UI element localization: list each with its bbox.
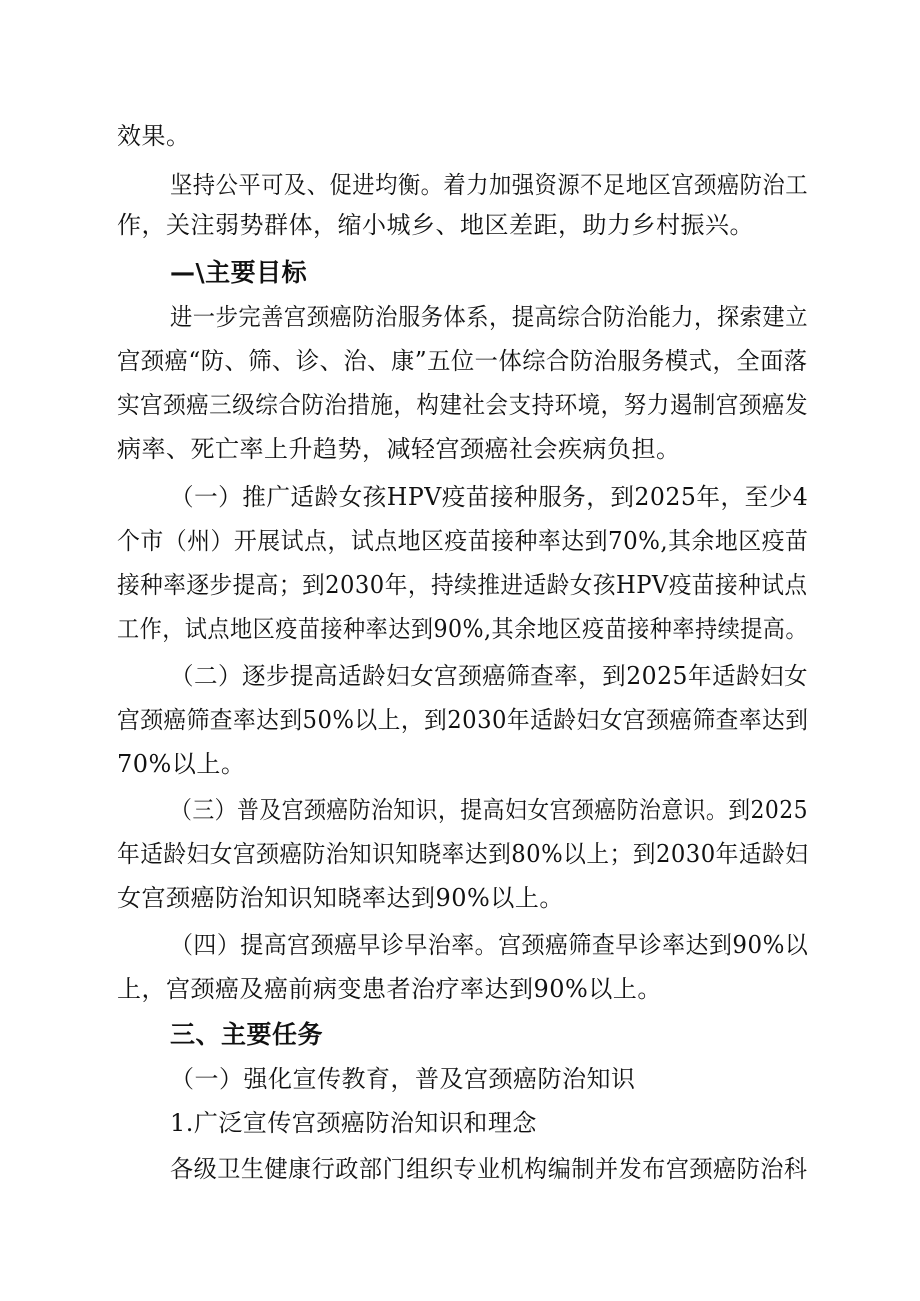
goal-3-line-2: 年适龄妇女宫颈癌防治知识知晓率达到80%以上；到2030年适龄妇 <box>117 840 809 868</box>
fairness-line-1: 坚持公平可及、促进均衡。着力加强资源不足地区宫颈癌防治工 <box>170 171 808 199</box>
goal-4-line-1: （四）提高宫颈癌早诊早治率。宫颈癌筛查早诊率达到90%以 <box>170 931 809 959</box>
goal-2-line-1: （二）逐步提高适龄妇女宫颈癌筛查率，到2025年适龄妇女 <box>170 662 809 690</box>
goal-1-line-3: 接种率逐步提高；到2030年，持续推进适龄女孩HPV疫苗接种试点 <box>117 571 808 599</box>
goal-1-line-1: （一）推广适龄女孩HPV疫苗接种服务，到2025年，至少4 <box>170 483 809 511</box>
section-heading-main-tasks: 三、主要任务 <box>170 1020 324 1049</box>
goal-2-line-2: 宫颈癌筛查率达到50%以上，到2030年适龄妇女宫颈癌筛查率达到 <box>117 706 809 734</box>
goal-3-line-1: （三）普及宫颈癌防治知识，提高妇女宫颈癌防治意识。到2025 <box>170 796 809 824</box>
item-1-heading: 1.广泛宣传宫颈癌防治知识和理念 <box>170 1109 537 1137</box>
intro-line-3: 实宫颈癌三级综合防治措施，构建社会支持环境，努力遏制宫颈癌发 <box>117 391 808 419</box>
goal-1-line-2: 个市（州）开展试点，试点地区疫苗接种率达到70%,其余地区疫苗 <box>117 527 809 555</box>
fairness-line-2: 作，关注弱势群体，缩小城乡、地区差距，助力乡村振兴。 <box>117 211 754 239</box>
item-1-text-line-1: 各级卫生健康行政部门组织专业机构编制并发布宫颈癌防治科 <box>170 1155 808 1183</box>
goal-4-line-2: 上，宫颈癌及癌前病变患者治疗率达到90%以上。 <box>117 975 662 1003</box>
intro-line-2: 宫颈癌“防、筛、诊、治、康”五位一体综合防治服务模式，全面落 <box>117 347 808 375</box>
section-heading-main-goals: —\主要目标 <box>170 258 308 287</box>
paragraph-continuation: 效果。 <box>117 122 191 150</box>
intro-line-1: 进一步完善宫颈癌防治服务体系，提高综合防治能力，探索建立 <box>170 303 808 331</box>
goal-3-line-3: 女宫颈癌防治知识知晓率达到90%以上。 <box>117 884 564 912</box>
goal-1-line-4: 工作，试点地区疫苗接种率达到90%,其余地区疫苗接种率持续提高。 <box>117 615 809 643</box>
goal-2-line-3: 70%以上。 <box>117 750 246 778</box>
intro-line-4: 病率、死亡率上升趋势，减轻宫颈癌社会疾病负担。 <box>117 435 681 463</box>
subsection-heading-publicity: （一）强化宣传教育，普及宫颈癌防治知识 <box>170 1065 636 1093</box>
